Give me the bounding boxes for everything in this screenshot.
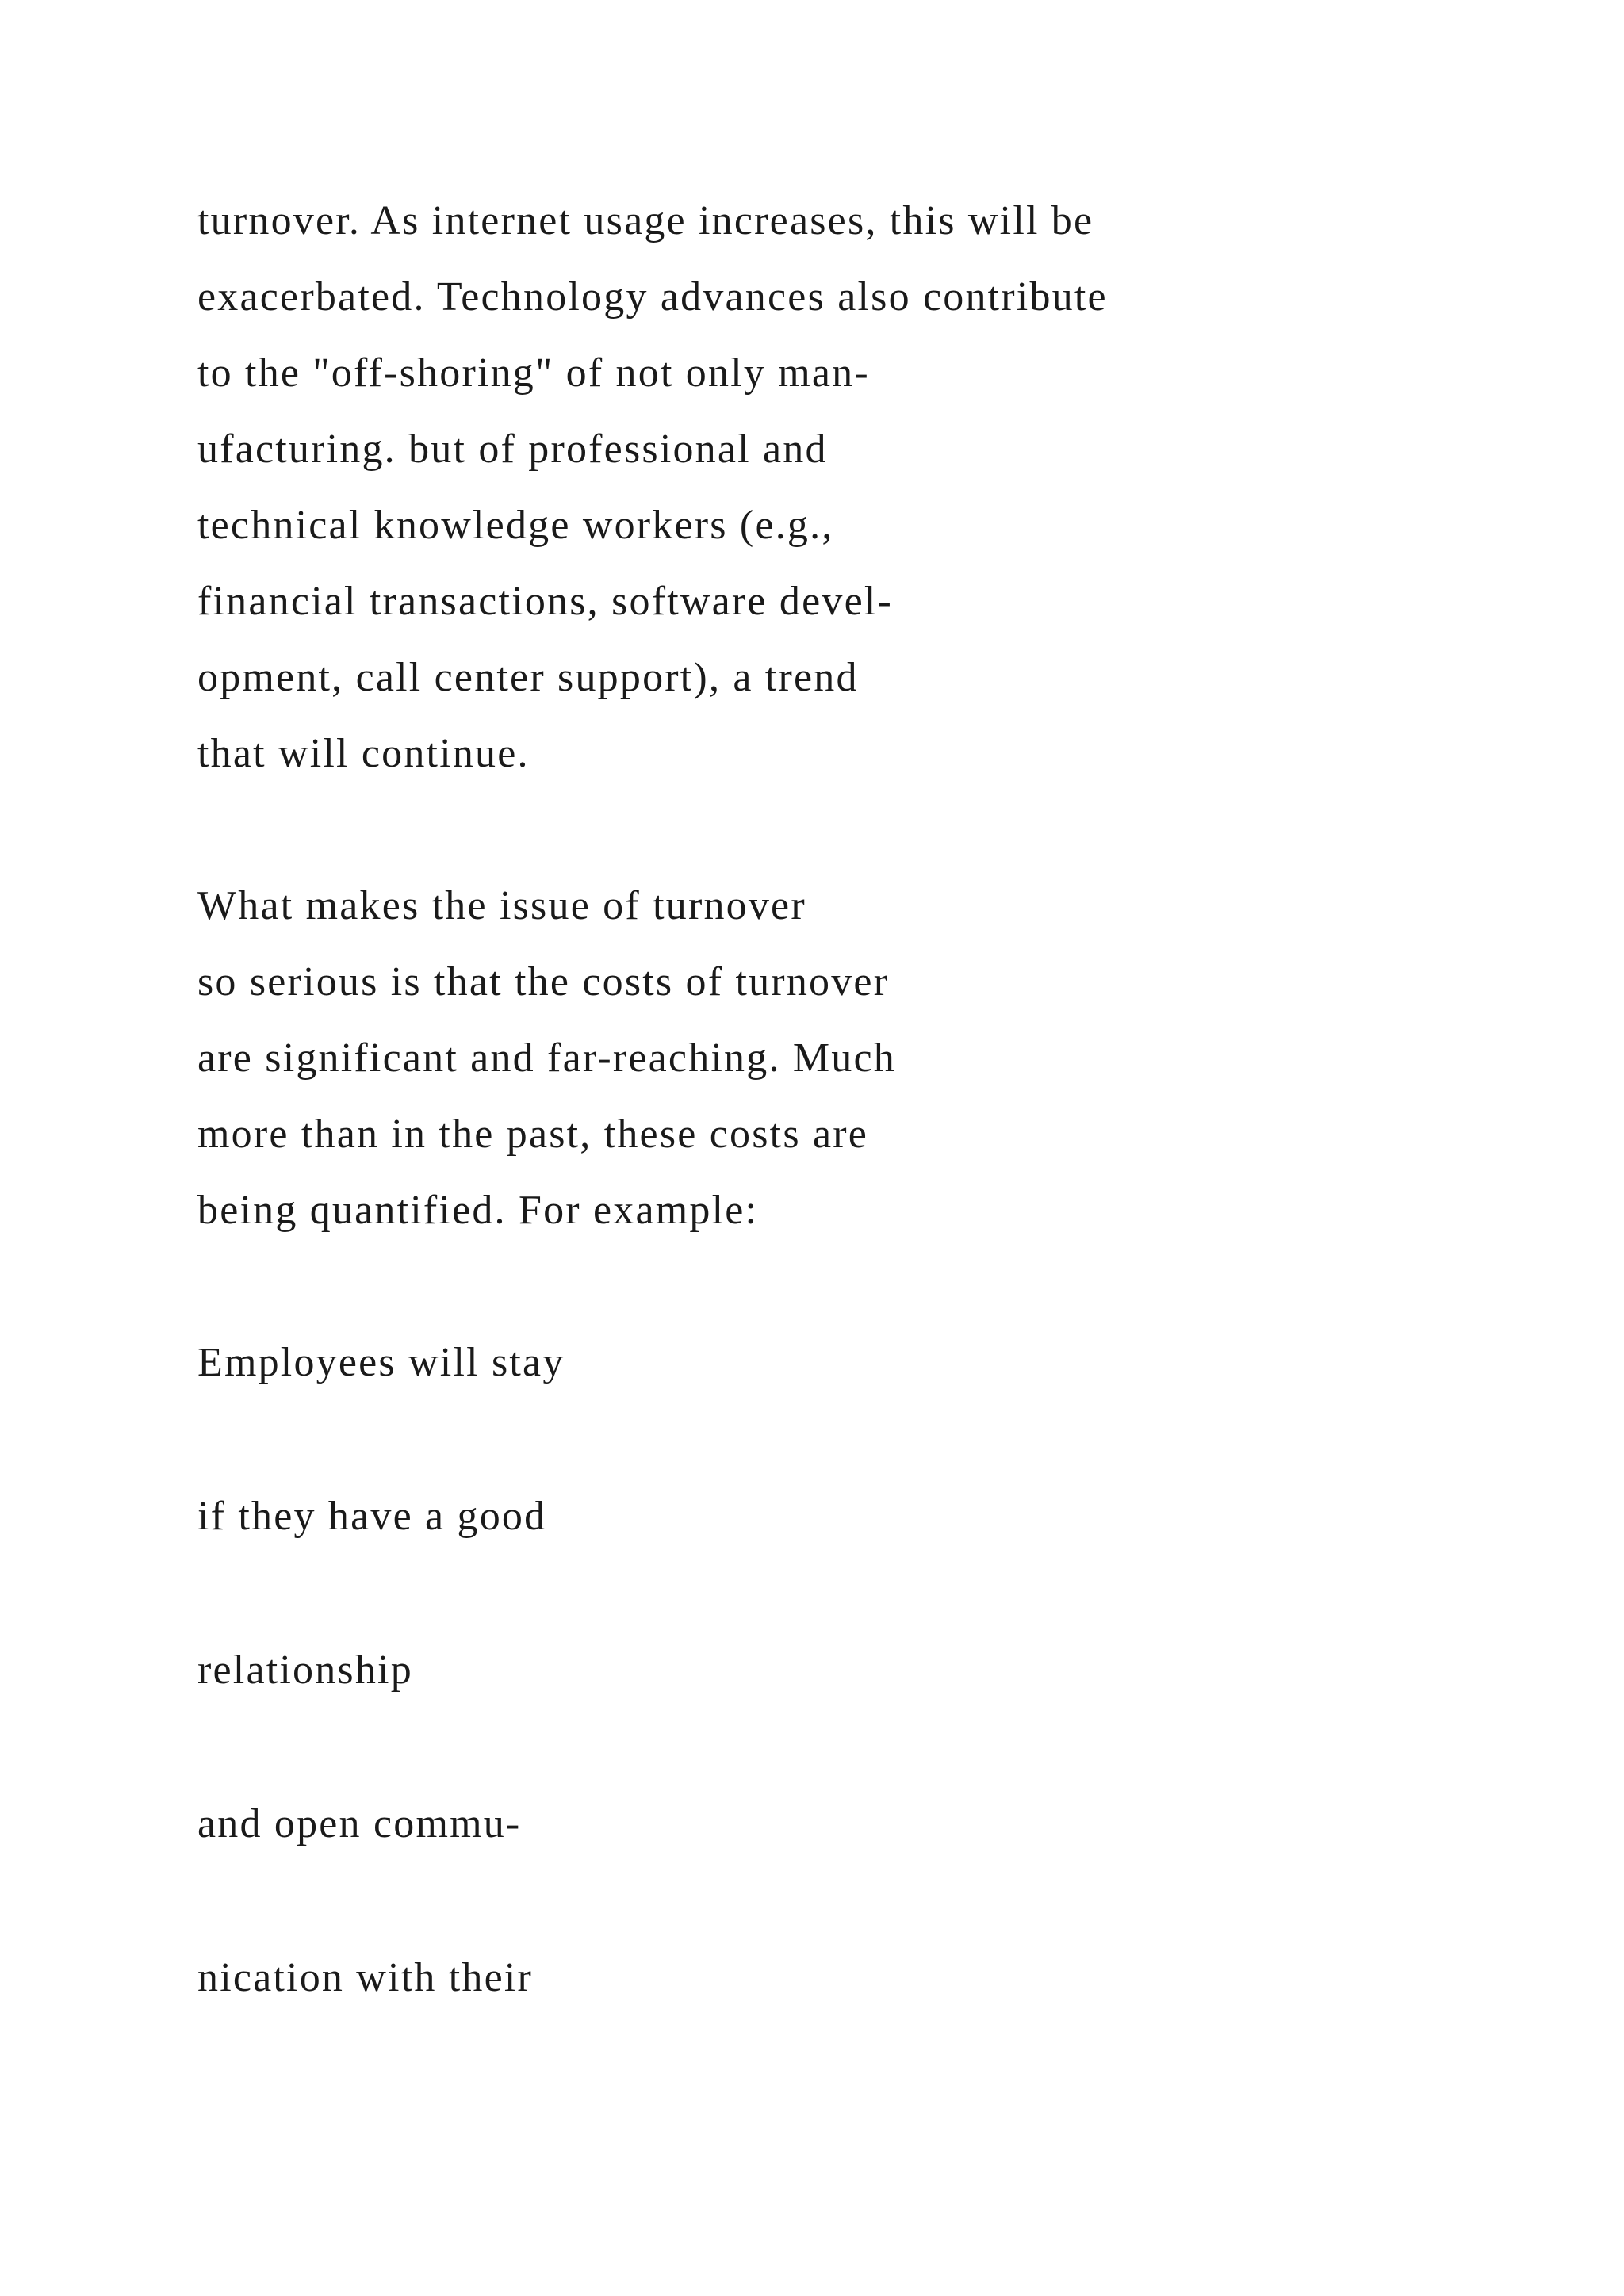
text-line: technical knowledge workers (e.g.,: [197, 503, 834, 548]
text-line: opment, call center support), a trend: [197, 655, 859, 700]
callout-line: and open commu-: [197, 1801, 522, 1846]
callout-line: nication with their: [197, 1955, 534, 2000]
callout-line: Employees will stay: [197, 1340, 565, 1385]
text-line: financial transactions, software devel-: [197, 579, 894, 624]
text-line: What makes the issue of turnover: [197, 883, 806, 928]
text-line: so serious is that the costs of turnover: [197, 959, 890, 1004]
text-line: that will continue.: [197, 731, 530, 776]
text-line: are significant and far-reaching. Much: [197, 1035, 896, 1081]
text-line: more than in the past, these costs are: [197, 1112, 869, 1157]
text-line: exacerbated. Technology advances also contribute: [197, 274, 1108, 320]
text-line: being quantified. For example:: [197, 1188, 759, 1233]
callout-line: relationship: [197, 1647, 413, 1693]
text-line: ufacturing. but of professional and: [197, 427, 828, 472]
text-line: turnover. As internet usage increases, this will be: [197, 198, 1094, 243]
text-line: to the "off-shoring" of not only man-: [197, 350, 870, 396]
callout-line: if they have a good: [197, 1494, 547, 1539]
